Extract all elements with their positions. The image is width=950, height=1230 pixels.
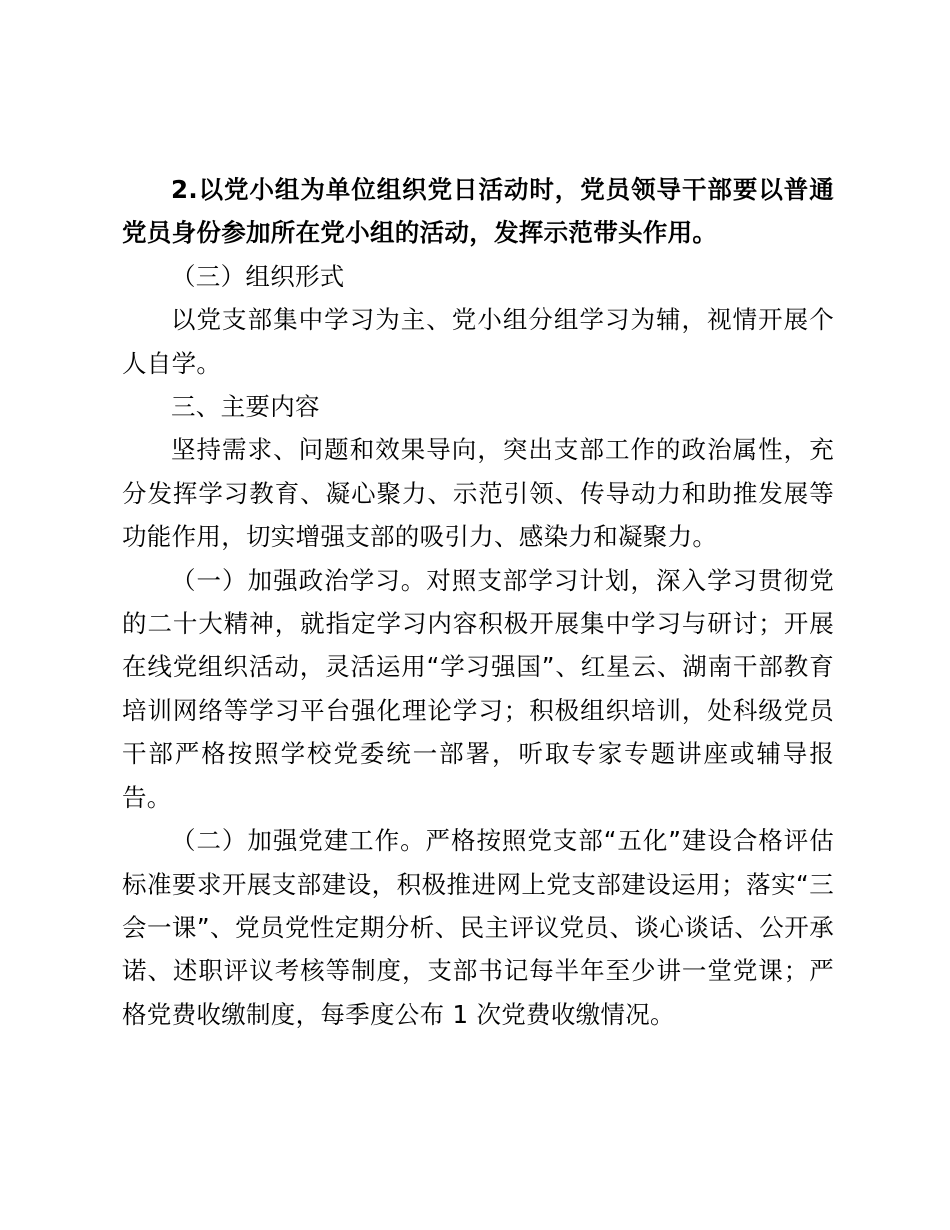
paragraph-main-content-intro: 坚持需求、问题和效果导向，突出支部工作的政治属性，充分发挥学习教育、凝心聚力、示范引领、传导动力和助推发展等功能作用，切实增强支部的吸引力、感染力和凝聚力。 xyxy=(122,435,834,552)
heading-main-content: 三、主要内容 xyxy=(171,392,320,422)
paragraph-party-group-activity: 2.以党小组为单位组织党日活动时，党员领导干部要以普通党员身份参加所在党小组的活动，发挥示范带头作用。 xyxy=(122,175,834,248)
paragraph-political-study: （一）加强政治学习。对照支部学习计划，深入学习贯彻党的二十大精神，就指定学习内容积极开展集中学习与研讨；开展在线党组织活动，灵活运用“学习强国”、红星云、湖南干部教育培训网络等学习平台强化理论学习；积极组织培训，处科级党员干部严格按照学校党委统一部署，听取专家专题讲座或辅导报告。 xyxy=(122,565,834,812)
document-page xyxy=(122,168,834,1036)
heading-organization-form: （三）组织形式 xyxy=(171,261,345,291)
paragraph-party-building: （二）加强党建工作。严格按照党支部“五化”建设合格评估标准要求开展支部建设，积极推进网上党支部建设运用；落实“三会一课”、党员党性定期分析、民主评议党员、谈心谈话、公开承诺、述职评议考核等制度，支部书记每半年至少讲一堂党课；严格党费收缴制度，每季度公布 1 次党费收缴情况。 xyxy=(122,826,834,1029)
paragraph-organization-form: 以党支部集中学习为主、党小组分组学习为辅，视情开展个人自学。 xyxy=(122,305,834,378)
